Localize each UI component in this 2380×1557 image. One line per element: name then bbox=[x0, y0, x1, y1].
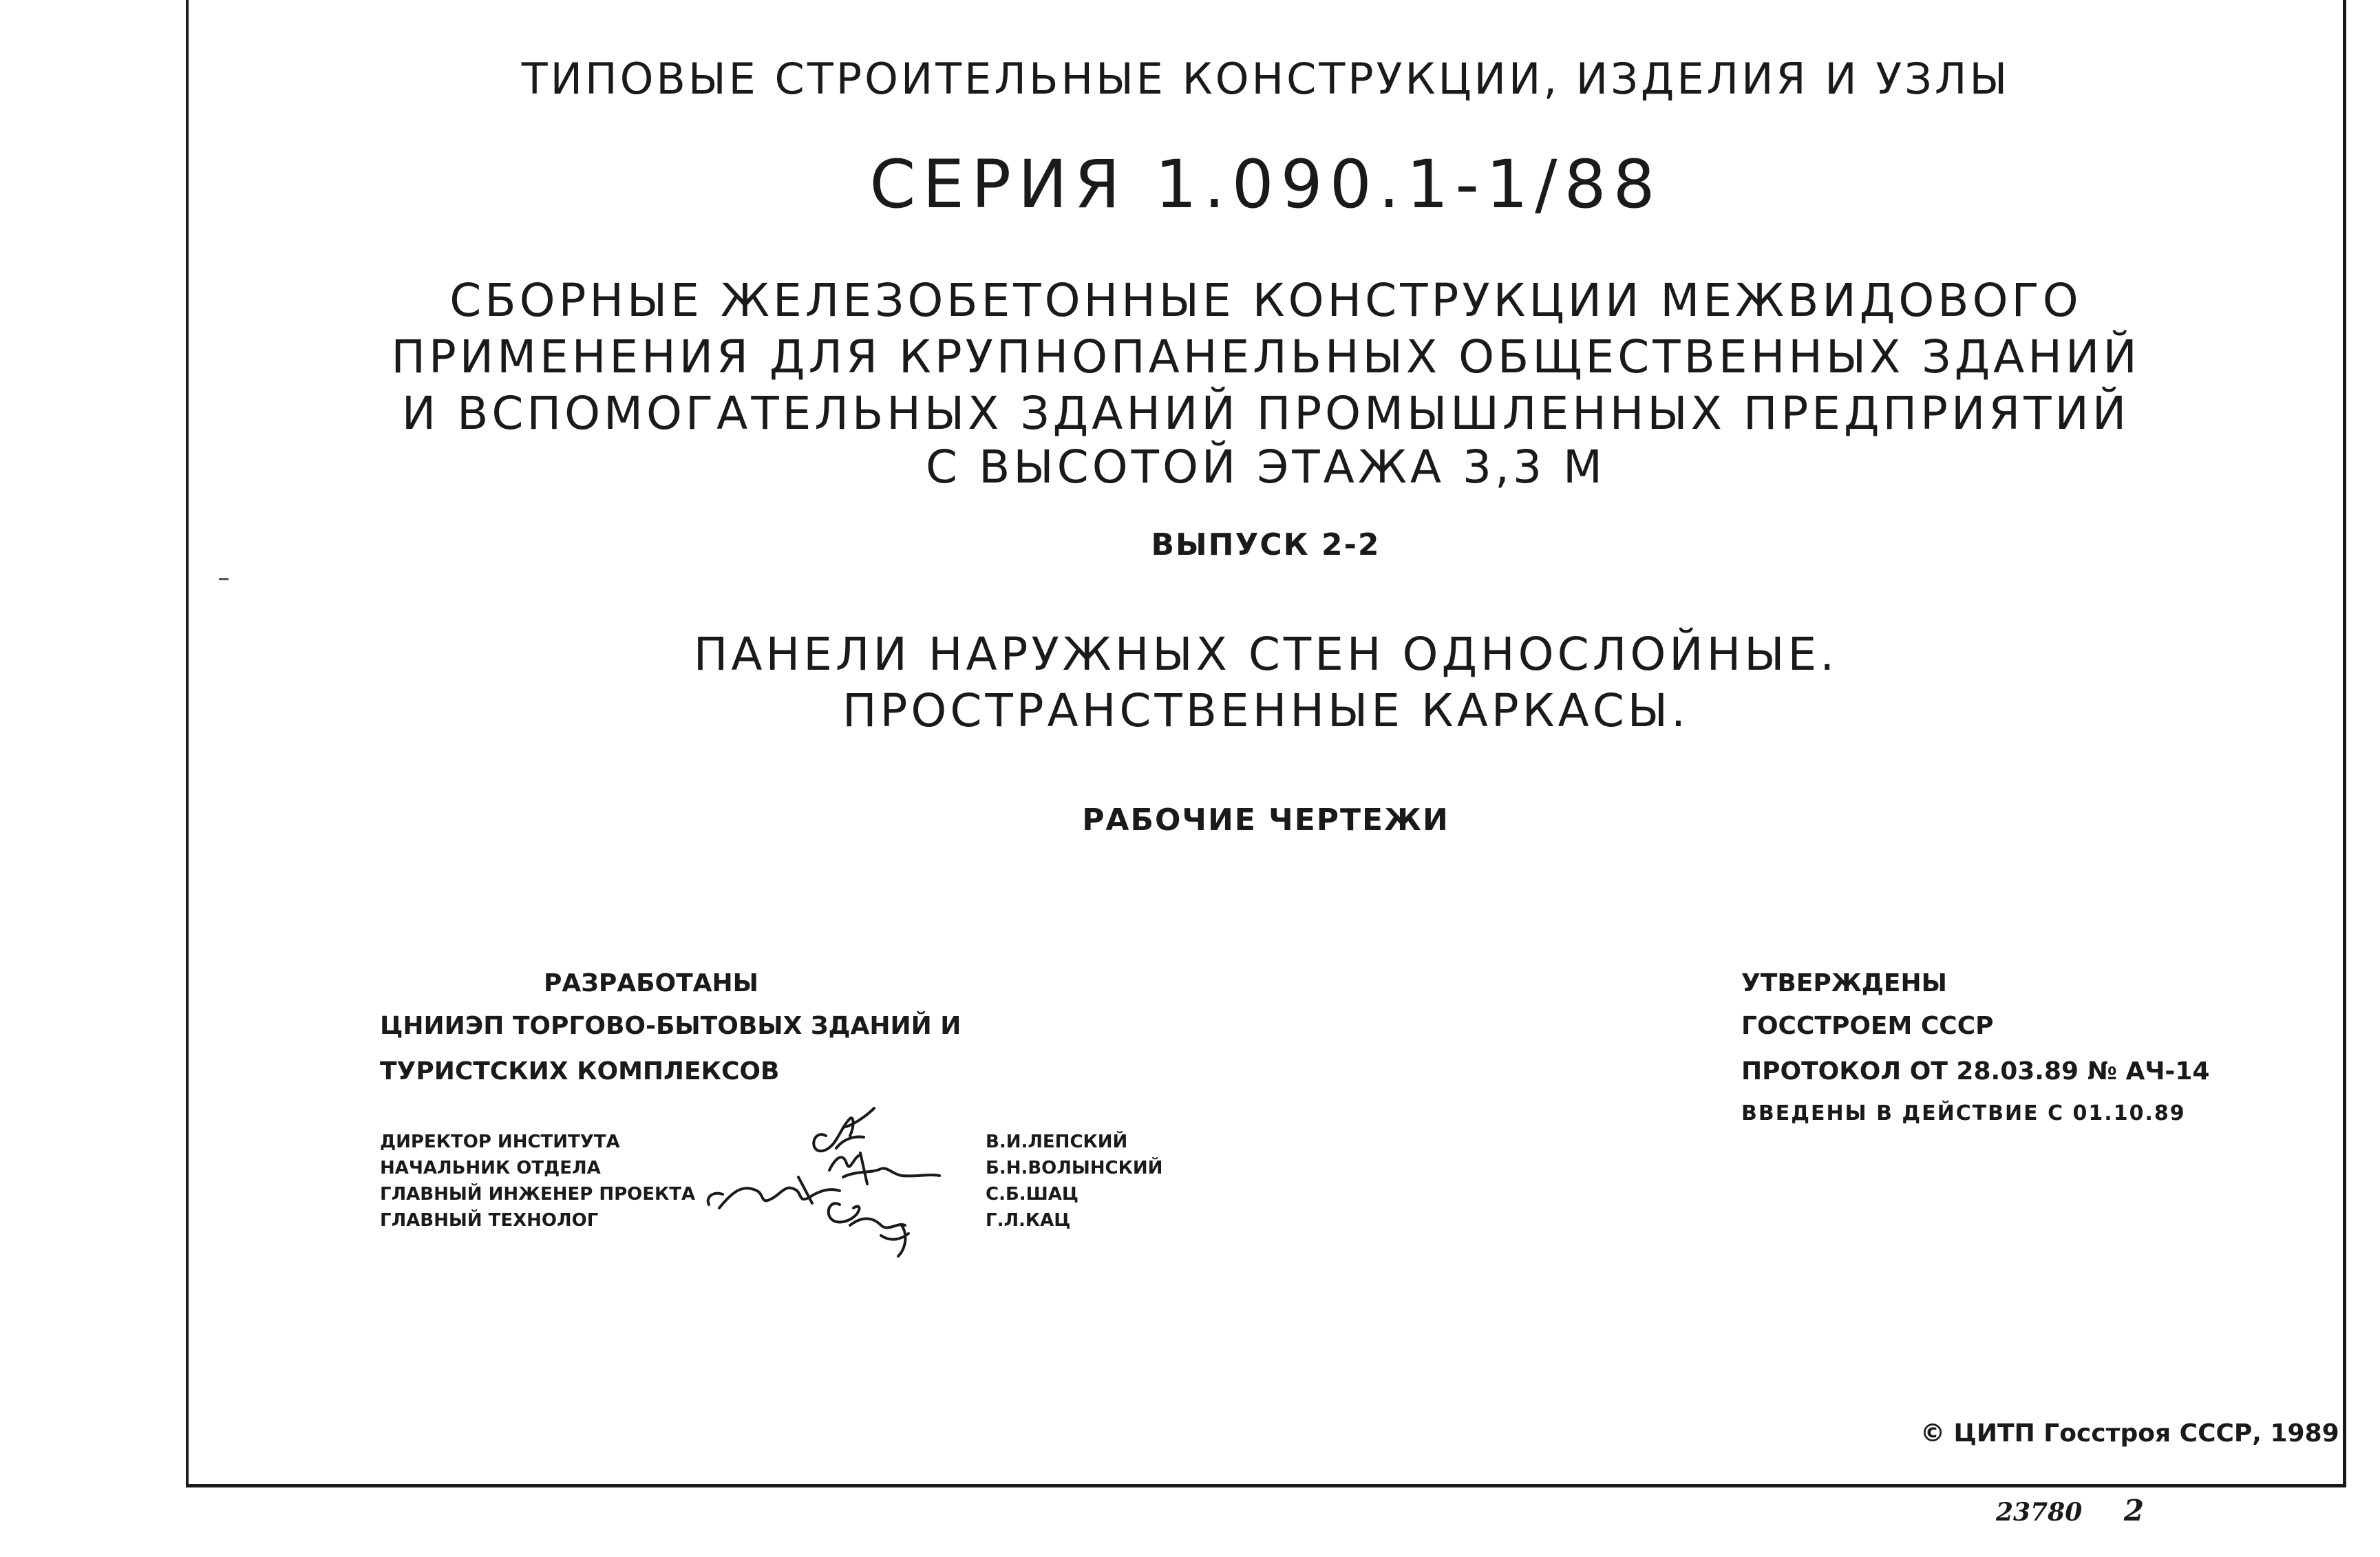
name-lepsky: В.И.ЛЕПСКИЙ bbox=[986, 1132, 1128, 1152]
frame-right-border bbox=[2343, 0, 2346, 1487]
developer-org-line-2: ТУРИСТСКИХ КОМПЛЕКСОВ bbox=[380, 1057, 780, 1085]
role-chief-technologist: ГЛАВНЫЙ ТЕХНОЛОГ bbox=[380, 1210, 599, 1231]
series-number: СЕРИЯ 1.090.1-1/88 bbox=[869, 146, 1662, 223]
approved-heading: УТВЕРЖДЕНЫ bbox=[1741, 969, 1947, 997]
subtitle-line-1: СБОРНЫЕ ЖЕЛЕЗОБЕТОННЫЕ КОНСТРУКЦИИ МЕЖВИДОВОГО bbox=[449, 274, 2082, 327]
sheet-number: 2 bbox=[2123, 1494, 2145, 1527]
staff-names-list bbox=[986, 1129, 1162, 1233]
frame-left-border bbox=[186, 0, 189, 1487]
subtitle-line-3: И ВСПОМОГАТЕЛЬНЫХ ЗДАНИЙ ПРОМЫШЛЕННЫХ ПРЕДПРИЯТИЙ bbox=[401, 387, 2130, 440]
name-shats: С.Б.ШАЦ bbox=[986, 1184, 1079, 1205]
role-chief-project-engineer: ГЛАВНЫЙ ИНЖЕНЕР ПРОЕКТА bbox=[380, 1184, 696, 1205]
developed-heading: РАЗРАБОТАНЫ bbox=[544, 969, 758, 997]
document-stamp bbox=[1996, 1494, 2144, 1527]
panel-title-line-1: ПАНЕЛИ НАРУЖНЫХ СТЕН ОДНОСЛОЙНЫЕ. bbox=[693, 628, 1838, 681]
frame-bottom-border bbox=[186, 1484, 2346, 1487]
staff-roles-list bbox=[380, 1129, 695, 1233]
approved-by: ГОССТРОЕМ СССР bbox=[1741, 1012, 1994, 1040]
name-volynsky: Б.Н.ВОЛЫНСКИЙ bbox=[986, 1158, 1163, 1178]
role-department-head: НАЧАЛЬНИК ОТДЕЛА bbox=[380, 1158, 601, 1178]
name-kats: Г.Л.КАЦ bbox=[986, 1210, 1071, 1231]
subtitle-line-4: С ВЫСОТОЙ ЭТАЖА 3,3 М bbox=[926, 441, 1606, 494]
role-director: ДИРЕКТОР ИНСТИТУТА bbox=[380, 1132, 620, 1152]
scan-mark bbox=[219, 578, 229, 580]
subtitle-line-2: ПРИМЕНЕНИЯ ДЛЯ КРУПНОПАНЕЛЬНЫХ ОБЩЕСТВЕННЫХ ЗДАНИЙ bbox=[391, 330, 2140, 383]
working-drawings-label: РАБОЧИЕ ЧЕРТЕЖИ bbox=[1082, 803, 1449, 838]
developer-org-line-1: ЦНИИЭП ТОРГОВО-БЫТОВЫХ ЗДАНИЙ И bbox=[380, 1012, 961, 1040]
approval-protocol: ПРОТОКОЛ ОТ 28.03.89 № АЧ-14 bbox=[1741, 1057, 2210, 1085]
document-category-title: ТИПОВЫЕ СТРОИТЕЛЬНЫЕ КОНСТРУКЦИИ, ИЗДЕЛИЯ И УЗЛЫ bbox=[521, 54, 2010, 104]
issue-number: ВЫПУСК 2-2 bbox=[1151, 527, 1381, 562]
panel-title-line-2: ПРОСТРАНСТВЕННЫЕ КАРКАСЫ. bbox=[842, 684, 1690, 737]
effective-date: ВВЕДЕНЫ В ДЕЙСТВИЕ С 01.10.89 bbox=[1741, 1101, 2186, 1125]
handwritten-signatures bbox=[695, 1088, 970, 1267]
stamp-number: 23780 bbox=[1996, 1498, 2083, 1527]
copyright-notice: © ЦИТП Госстроя СССР, 1989 bbox=[1920, 1419, 2339, 1448]
